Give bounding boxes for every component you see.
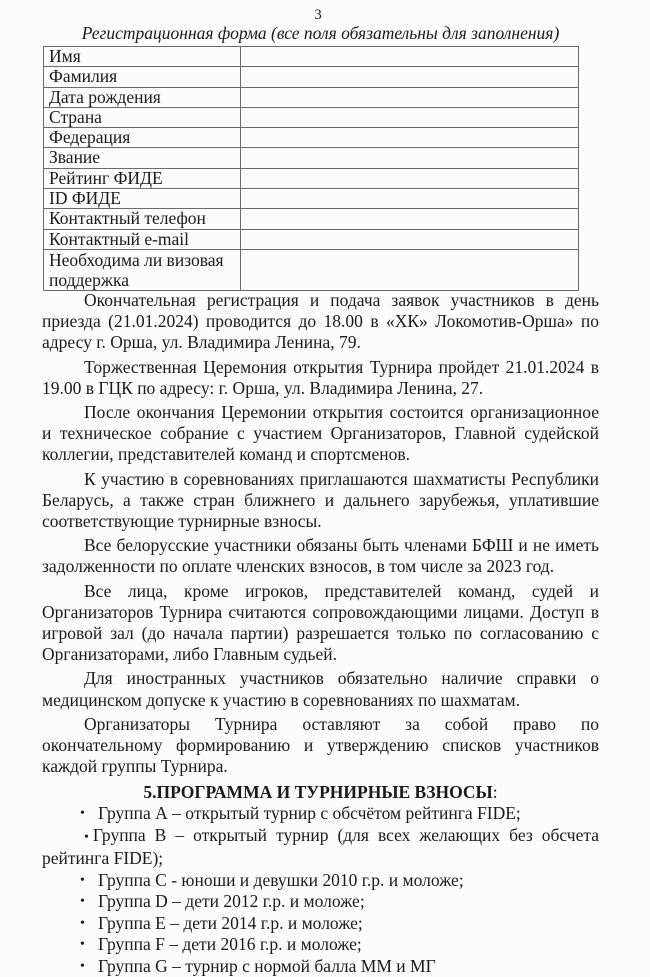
field-label: Федерация bbox=[44, 128, 241, 148]
field-label: Необходима ли визовая поддержка bbox=[44, 249, 241, 290]
list-item bbox=[42, 891, 599, 913]
table-row bbox=[44, 67, 579, 87]
table-row bbox=[44, 148, 579, 168]
list-item bbox=[42, 803, 599, 825]
group-text: Группа G – турнир с нормой балла ММ и МГ bbox=[98, 955, 436, 976]
table-row bbox=[44, 189, 579, 209]
page-number: 3 bbox=[314, 7, 322, 23]
form-title: Регистрационная форма (все поля обязательны для заполнения) bbox=[81, 23, 560, 43]
paragraph-bfsh-membership: Все белорусские участники обязаны быть членами БФШ и не иметь задолженности по оплате членских взносов, в том числе за 2023 год. bbox=[42, 535, 599, 577]
paragraph-opening-ceremony: Торжественная Церемония открытия Турнира пройдет 21.01.2024 в 19.00 в ГЦК по адресу: г. Орша, ул. Владимира Ленина, 27. bbox=[42, 356, 599, 398]
section-heading-colon: : bbox=[492, 782, 498, 803]
field-label: Фамилия bbox=[44, 67, 241, 87]
bullet-icon: • bbox=[80, 937, 85, 953]
field-label: Звание bbox=[44, 148, 241, 168]
field-value bbox=[241, 229, 579, 249]
list-item bbox=[42, 870, 599, 892]
group-text: Группа Е – дети 2014 г.р. и моложе; bbox=[98, 912, 363, 933]
section-heading bbox=[42, 781, 599, 803]
field-value bbox=[241, 107, 579, 127]
group-text: Группа F – дети 2016 г.р. и моложе; bbox=[98, 934, 362, 955]
list-item bbox=[42, 934, 599, 956]
body-text bbox=[42, 290, 599, 977]
field-label: Страна bbox=[44, 107, 241, 127]
paragraph-technical-meeting: После окончания Церемонии открытия состоится организационное и техническое собрание с участием Организаторов, Главной судейской коллегии, представителей команд и спортсменов. bbox=[42, 402, 599, 465]
field-label: Контактный телефон bbox=[44, 209, 241, 229]
field-value bbox=[241, 189, 579, 209]
paragraph-organizers-rights: Организаторы Турнира оставляют за собой право по окончательному формированию и утверждению списков участников каждой группы Турнира. bbox=[42, 713, 599, 777]
groups-list bbox=[42, 803, 599, 977]
field-label: Рейтинг ФИДЕ bbox=[44, 168, 241, 188]
group-text: Группа В – открытый турнир (для всех желающих без обсчета рейтинга FIDE); bbox=[42, 824, 599, 869]
section-heading-text: 5.ПРОГРАММА И ТУРНИРНЫЕ ВЗНОСЫ bbox=[143, 782, 493, 803]
table-row bbox=[44, 249, 579, 290]
paragraph-accompanying-persons: Все лица, кроме игроков, представителей команд, судей и Организаторов Турнира считаются сопровождающими лицами. Доступ в игровой зал (до начала партии) разрешается только по согласованию с Организаторами, либо Главным судьей. bbox=[42, 580, 599, 665]
bullet-icon: • bbox=[80, 958, 85, 974]
paragraph-registration: Окончательная регистрация и подача заявок участников в день приезда (21.01.2024) проводится до 18.00 в «ХК» Локомотив-Орша» по адресу г. Орша, ул. Владимира Ленина, 79. bbox=[42, 290, 599, 353]
table-row bbox=[44, 47, 579, 67]
list-item bbox=[42, 913, 599, 935]
group-text: Группа С - юноши и девушки 2010 г.р. и моложе; bbox=[98, 869, 464, 890]
group-text: Группа D – дети 2012 г.р. и моложе; bbox=[98, 891, 365, 912]
table-row bbox=[44, 168, 579, 188]
field-value bbox=[241, 249, 579, 290]
list-item bbox=[42, 956, 599, 977]
table-row bbox=[44, 229, 579, 249]
bullet-icon: • bbox=[80, 894, 85, 910]
field-value bbox=[241, 87, 579, 107]
field-value bbox=[241, 148, 579, 168]
field-label: ID ФИДЕ bbox=[44, 189, 241, 209]
field-value bbox=[241, 67, 579, 87]
field-value bbox=[241, 209, 579, 229]
field-value bbox=[241, 168, 579, 188]
field-value bbox=[241, 128, 579, 148]
field-label: Контактный e-mail bbox=[44, 229, 241, 249]
bullet-icon: • bbox=[84, 829, 89, 845]
group-text: Группа А – открытый турнир с обсчётом рейтинга FIDE; bbox=[98, 803, 521, 824]
table-row bbox=[44, 87, 579, 107]
bullet-icon: • bbox=[80, 915, 85, 931]
table-row bbox=[44, 209, 579, 229]
field-label: Дата рождения bbox=[44, 87, 241, 107]
table-row bbox=[44, 107, 579, 127]
bullet-icon: • bbox=[80, 806, 85, 822]
bullet-icon: • bbox=[80, 872, 85, 888]
registration-form-table bbox=[43, 46, 579, 291]
field-value bbox=[241, 47, 579, 67]
list-item bbox=[42, 825, 599, 870]
field-label: Имя bbox=[44, 47, 241, 67]
paragraph-medical-certificate: Для иностранных участников обязательно наличие справки о медицинском допуске к участию в соревнованиях по шахматам. bbox=[42, 668, 599, 710]
table-row bbox=[44, 128, 579, 148]
paragraph-participants: К участию в соревнованиях приглашаются шахматисты Республики Беларусь, а также стран ближнего и дальнего зарубежья, уплатившие соответствующие турнирные взносы. bbox=[42, 468, 599, 532]
